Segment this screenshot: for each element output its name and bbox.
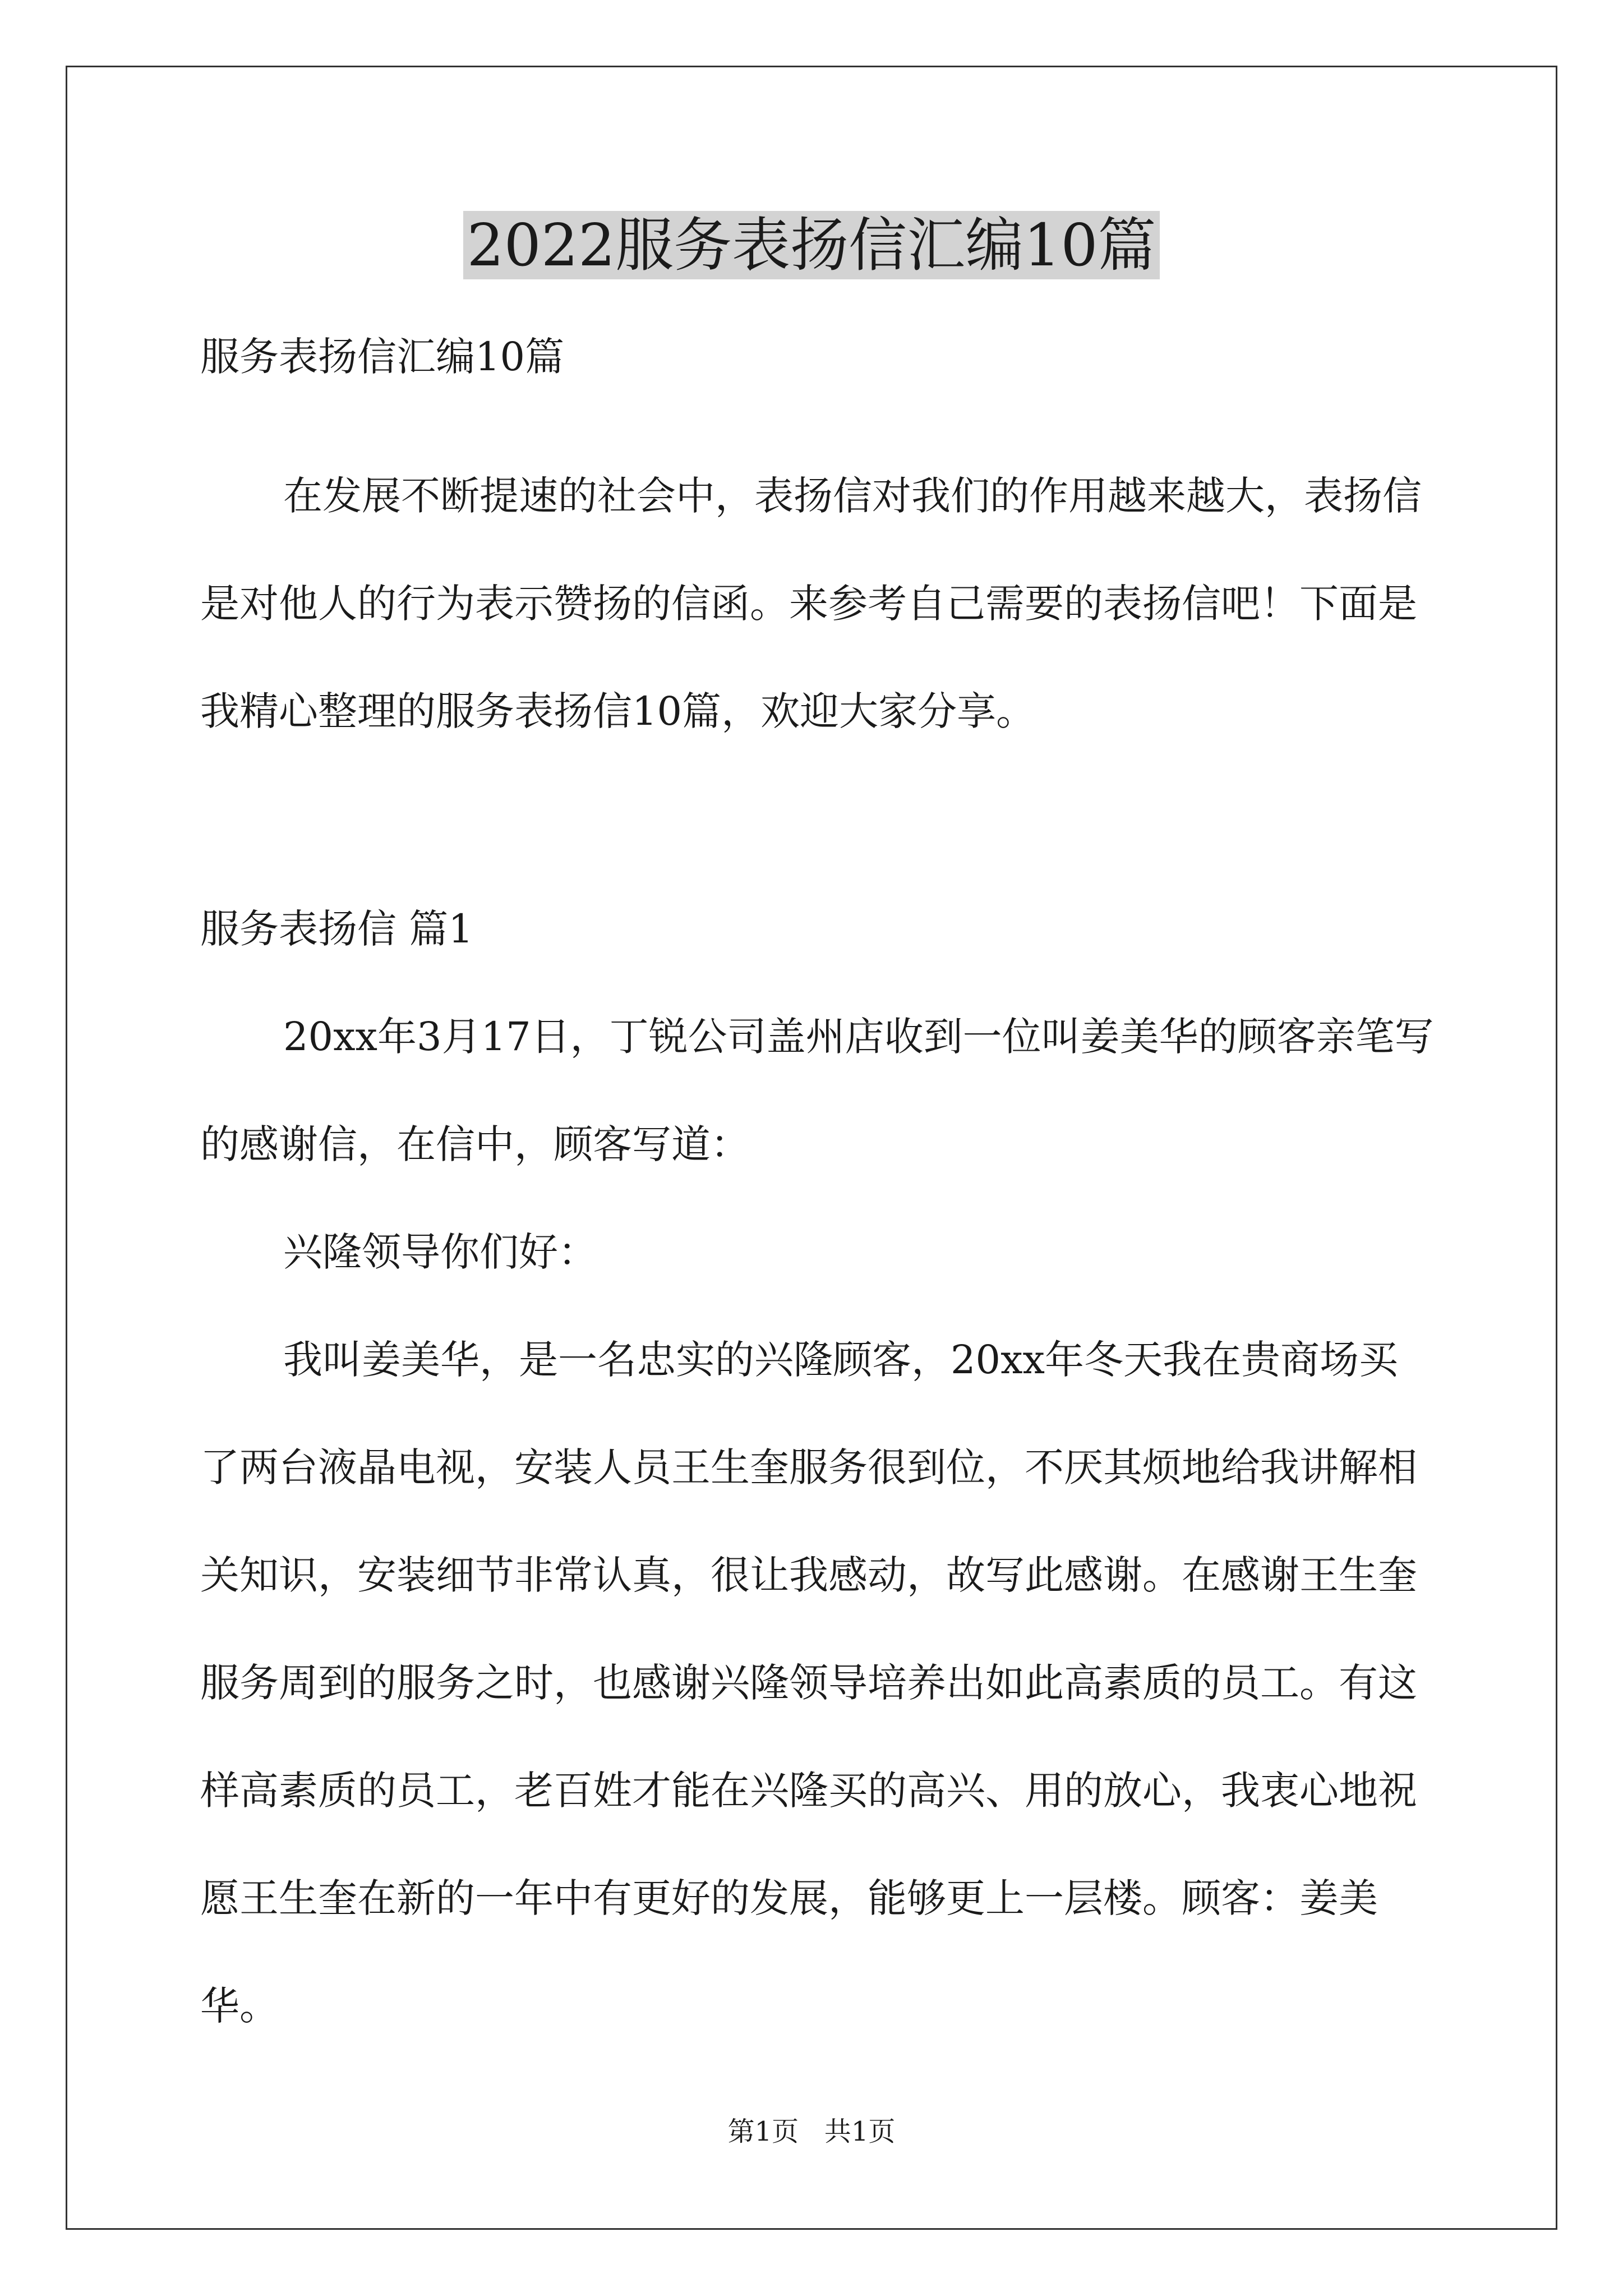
document-title <box>0 203 1623 287</box>
section-heading: 服务表扬信 篇1 <box>200 906 473 952</box>
body-paragraph: 20xx年3月17日，丁锐公司盖州店收到一位叫姜美华的顾客亲笔写的感谢信，在信中，顾客写道： <box>200 1014 1434 1167</box>
page-footer <box>0 2115 1623 2148</box>
intro-paragraph: 在发展不断提速的社会中，表扬信对我们的作用越来越大，表扬信是对他人的行为表示赞扬的信函。来参考自己需要的表扬信吧！下面是我精心整理的服务表扬信10篇，欢迎大家分享。 <box>200 473 1422 734</box>
document-body <box>200 303 1434 2060</box>
body-paragraph: 我叫姜美华，是一名忠实的兴隆顾客，20xx年冬天我在贵商场买了两台液晶电视，安装人员王生奎服务很到位，不厌其烦地给我讲解相关知识，安装细节非常认真，很让我感动，故写此感谢。在感谢王生奎服务周到的服务之时，也感谢兴隆领导培养出如此高素质的员工。有这样高素质的员工，老百姓才能在兴隆买的高兴、用的放心，我衷心地祝愿王生奎在新的一年中有更好的发展，能够更上一层楼。顾客：姜美华。 <box>200 1337 1417 2029</box>
document-title-text: 2022服务表扬信汇编10篇 <box>463 211 1159 279</box>
body-paragraph: 兴隆领导你们好： <box>283 1229 597 1275</box>
page-number-label: 第1页 共1页 <box>727 2116 896 2147</box>
section-spacer <box>200 765 1434 875</box>
document-subtitle: 服务表扬信汇编10篇 <box>200 334 565 380</box>
